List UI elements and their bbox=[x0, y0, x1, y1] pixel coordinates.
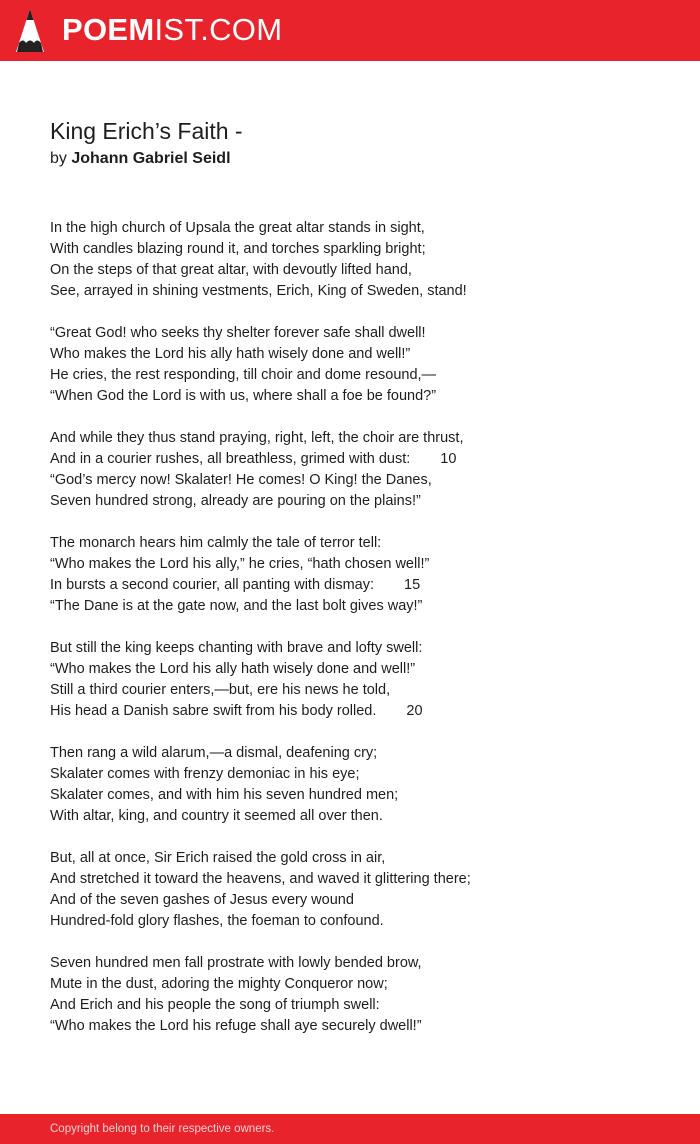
stanza bbox=[50, 533, 670, 617]
line-text: Hundred-fold glory flashes, the foeman to confound. bbox=[50, 913, 384, 929]
line-text: Seven hundred strong, already are pouring on the plains!” bbox=[50, 493, 421, 509]
poem-line bbox=[50, 869, 670, 890]
line-text: Still a third courier enters,—but, ere his news he told, bbox=[50, 682, 391, 698]
poem-line bbox=[50, 533, 670, 554]
poem-line bbox=[50, 428, 670, 449]
line-text: “Who makes the Lord his refuge shall aye securely dwell!” bbox=[50, 1018, 422, 1034]
poem-line bbox=[50, 659, 670, 680]
line-text: See, arrayed in shining vestments, Erich, King of Sweden, stand! bbox=[50, 283, 467, 299]
line-text: And Erich and his people the song of triumph swell: bbox=[50, 997, 380, 1013]
poem-line bbox=[50, 638, 670, 659]
poem-line bbox=[50, 449, 670, 470]
poem-line bbox=[50, 911, 670, 932]
line-text: Seven hundred men fall prostrate with lowly bended brow, bbox=[50, 955, 422, 971]
line-text: “The Dane is at the gate now, and the last bolt gives way!” bbox=[50, 598, 423, 614]
line-text: “Great God! who seeks thy shelter forever safe shall dwell! bbox=[50, 325, 426, 341]
poem-line bbox=[50, 365, 670, 386]
stanza bbox=[50, 428, 670, 512]
line-number: 20 bbox=[406, 703, 423, 719]
poem-title: King Erich’s Faith - bbox=[50, 118, 243, 144]
line-number: 15 bbox=[404, 577, 421, 593]
line-text: Skalater comes, and with him his seven hundred men; bbox=[50, 787, 399, 803]
stanza bbox=[50, 848, 670, 932]
stanza bbox=[50, 953, 670, 1037]
poem-byline bbox=[50, 148, 231, 170]
line-text: With altar, king, and country it seemed all over then. bbox=[50, 808, 383, 824]
poem-body bbox=[50, 218, 670, 1058]
line-number: 10 bbox=[440, 451, 457, 467]
poem-line bbox=[50, 995, 670, 1016]
author-name: Johann Gabriel Seidl bbox=[71, 150, 231, 167]
line-text: The monarch hears him calmly the tale of terror tell: bbox=[50, 535, 382, 551]
poem-line bbox=[50, 239, 670, 260]
line-text: He cries, the rest responding, till choir and dome resound,— bbox=[50, 367, 437, 383]
by-label: by bbox=[50, 150, 67, 167]
site-footer bbox=[0, 1114, 700, 1144]
poem-line bbox=[50, 680, 670, 701]
poem-line bbox=[50, 470, 670, 491]
line-text: “Who makes the Lord his ally,” he cries, “hath chosen well!” bbox=[50, 556, 430, 572]
pencil-tip-icon[interactable] bbox=[15, 9, 45, 52]
line-text: “When God the Lord is with us, where shall a foe be found?” bbox=[50, 388, 437, 404]
stanza bbox=[50, 638, 670, 722]
poem-line bbox=[50, 953, 670, 974]
poem-line bbox=[50, 260, 670, 281]
brand-bold: POEM bbox=[62, 12, 155, 47]
poem-line bbox=[50, 974, 670, 995]
poem-line bbox=[50, 554, 670, 575]
poem-line bbox=[50, 890, 670, 911]
poem-line bbox=[50, 344, 670, 365]
poem-line bbox=[50, 764, 670, 785]
poem-line bbox=[50, 218, 670, 239]
line-text: With candles blazing round it, and torches sparkling bright; bbox=[50, 241, 426, 257]
poem-line bbox=[50, 848, 670, 869]
line-text: And in a courier rushes, all breathless, grimed with dust: bbox=[50, 451, 411, 467]
line-text: In bursts a second courier, all panting with dismay: bbox=[50, 577, 374, 593]
stanza bbox=[50, 743, 670, 827]
site-header bbox=[0, 0, 700, 61]
poem-line bbox=[50, 596, 670, 617]
line-text: On the steps of that great altar, with devoutly lifted hand, bbox=[50, 262, 412, 278]
poem-line bbox=[50, 386, 670, 407]
line-text: In the high church of Upsala the great altar stands in sight, bbox=[50, 220, 425, 236]
stanza bbox=[50, 323, 670, 407]
line-text: And of the seven gashes of Jesus every wound bbox=[50, 892, 354, 908]
line-text: “God’s mercy now! Skalater! He comes! O King! the Danes, bbox=[50, 472, 432, 488]
line-text: “Who makes the Lord his ally hath wisely done and well!” bbox=[50, 661, 416, 677]
line-text: And stretched it toward the heavens, and waved it glittering there; bbox=[50, 871, 471, 887]
poem-line bbox=[50, 806, 670, 827]
line-text: Who makes the Lord his ally hath wisely done and well!” bbox=[50, 346, 411, 362]
line-text: His head a Danish sabre swift from his body rolled. bbox=[50, 703, 377, 719]
line-text: But, all at once, Sir Erich raised the gold cross in air, bbox=[50, 850, 386, 866]
poem-line bbox=[50, 1016, 670, 1037]
line-text: And while they thus stand praying, right, left, the choir are thrust, bbox=[50, 430, 464, 446]
poem-line bbox=[50, 575, 670, 596]
line-text: Mute in the dust, adoring the mighty Conqueror now; bbox=[50, 976, 388, 992]
poem-line bbox=[50, 785, 670, 806]
brand-light: IST.COM bbox=[154, 12, 283, 47]
copyright-text: Copyright belong to their respective owners. bbox=[50, 1123, 275, 1135]
stanza bbox=[50, 218, 670, 302]
poem-line bbox=[50, 701, 670, 722]
site-logo-text[interactable] bbox=[62, 11, 282, 49]
line-text: Then rang a wild alarum,—a dismal, deafening cry; bbox=[50, 745, 378, 761]
poem-line bbox=[50, 281, 670, 302]
line-text: But still the king keeps chanting with brave and lofty swell: bbox=[50, 640, 423, 656]
poem-line bbox=[50, 491, 670, 512]
line-text: Skalater comes with frenzy demoniac in his eye; bbox=[50, 766, 360, 782]
poem-line bbox=[50, 743, 670, 764]
poem-line bbox=[50, 323, 670, 344]
